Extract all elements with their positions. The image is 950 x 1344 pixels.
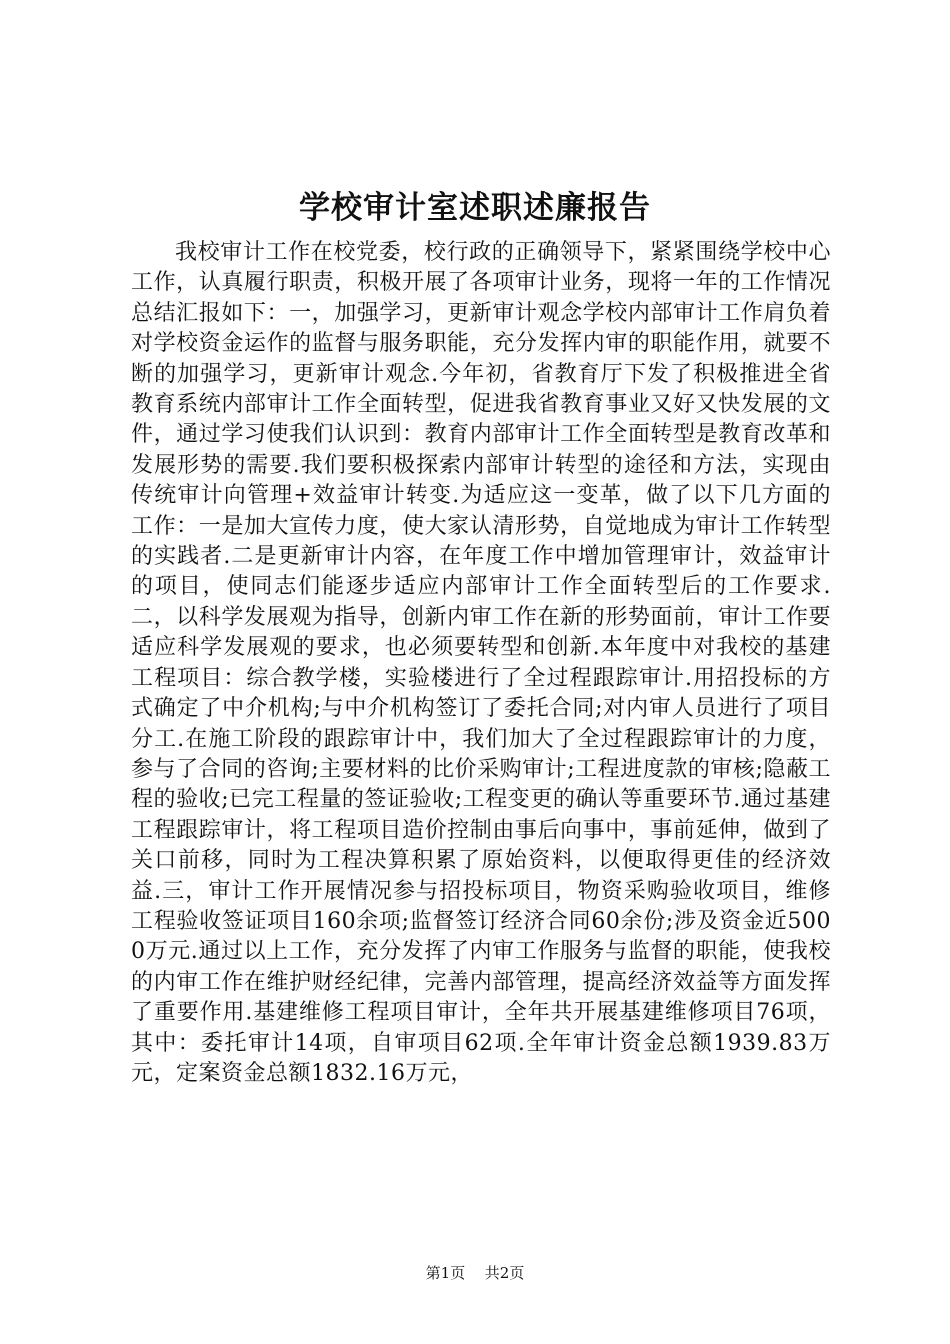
- page-number-total: 共2页: [484, 1264, 525, 1282]
- document-title: 学校审计室述职述廉报告: [299, 190, 651, 226]
- page-footer: [0, 1262, 950, 1284]
- document-body: 我校审计工作在校党委，校行政的正确领导下，紧紧围绕学校中心工作，认真履行职责，积极开展了各项审计业务，现将一年的工作情况总结汇报如下：一，加强学习，更新审计观念学校内部审计工作肩负着对学校资金运作的监督与服务职能，充分发挥内审的职能作用，就要不断的加强学习，更新审计观念.今年初，省教育厅下发了积极推进全省教育系统内部审计工作全面转型，促进我省教育事业又好又快发展的文件，通过学习使我们认识到：教育内部审计工作全面转型是教育改革和发展形势的需要.我们要积极探索内部审计转型的途径和方法，实现由传统审计向管理+效益审计转变.为适应这一变革，做了以下几方面的工作：一是加大宣传力度，使大家认清形势，自觉地成为审计工作转型的实践者.二是更新审计内容，在年度工作中增加管理审计，效益审计的项目，使同志们能逐步适应内部审计工作全面转型后的工作要求.二，以科学发展观为指导，创新内审工作在新的形势面前，审计工作要适应科学发展观的要求，也必须要转型和创新.本年度中对我校的基建工程项目：综合教学楼，实验楼进行了全过程跟踪审计.用招投标的方式确定了中介机构;与中介机构签订了委托合同;对内审人员进行了项目分工.在施工阶段的跟踪审计中，我们加大了全过程跟踪审计的力度，参与了合同的咨询;主要材料的比价采购审计;工程进度款的审核;隐蔽工程的验收;已完工程量的签证验收;工程变更的确认等重要环节.通过基建工程跟踪审计，将工程项目造价控制由事后向事中，事前延伸，做到了关口前移，同时为工程决算积累了原始资料，以便取得更佳的经济效益.三，审计工作开展情况参与招投标项目，物资采购验收项目，维修工程验收签证项目160余项;监督签订经济合同60余份;涉及资金近5000万元.通过以上工作，充分发挥了内审工作服务与监督的职能，使我校的内审工作在维护财经纪律，完善内部管理，提高经济效益等方面发挥了重要作用.基建维修工程项目审计，全年共开展基建维修项目76项，其中：委托审计14项，自审项目62项.全年审计资金总额1939.83万元，定案资金总额1832.16万元，: [131, 240, 831, 1086]
- page-number-current: 第1页: [425, 1264, 466, 1282]
